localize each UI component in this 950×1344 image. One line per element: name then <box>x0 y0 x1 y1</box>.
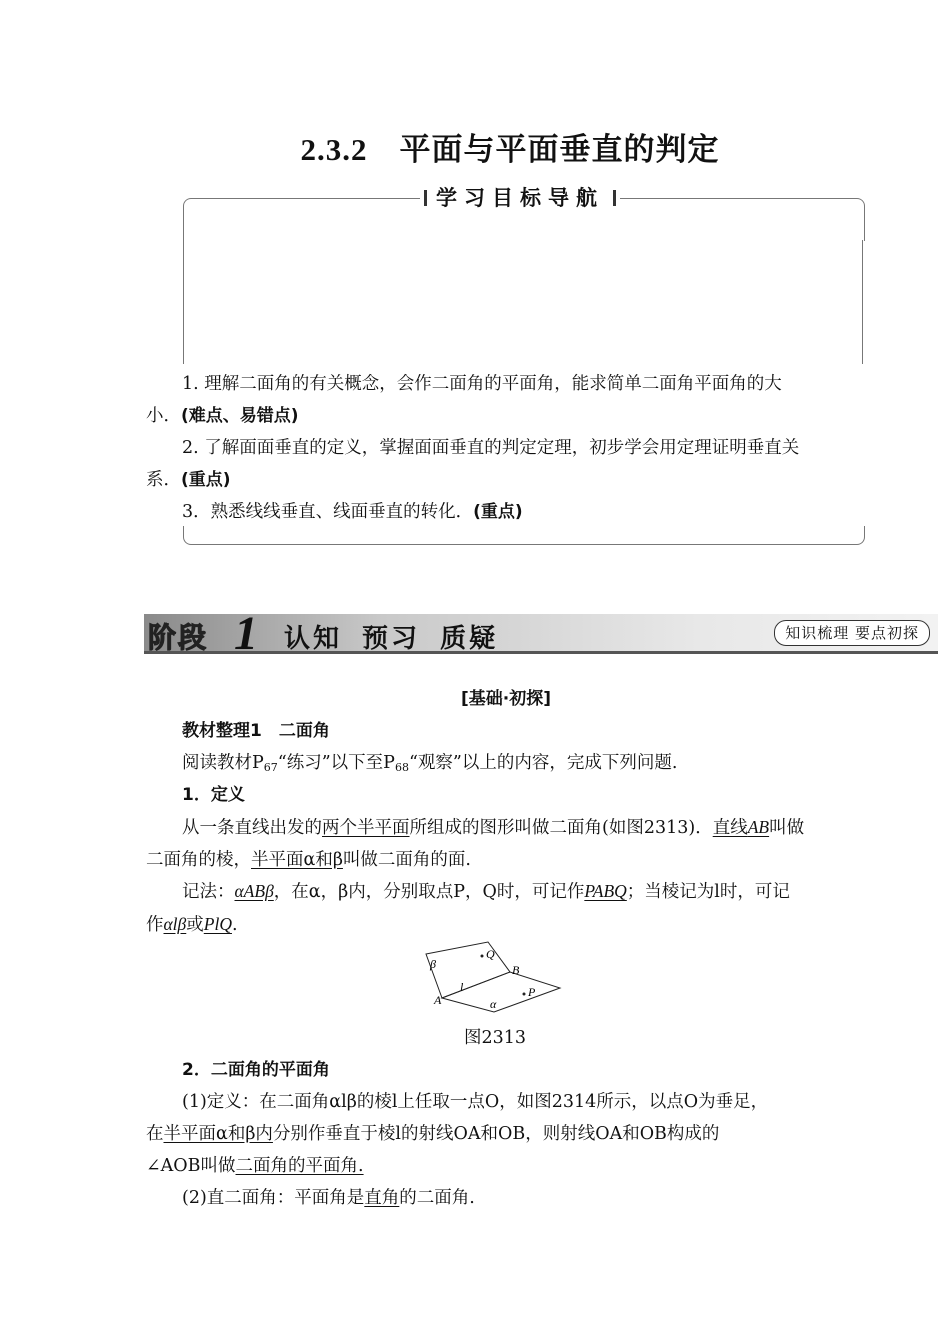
figure-caption: 图2313 <box>463 1028 527 1048</box>
right-dihedral-definition: (2)直二面角：平面角是直角的二面角. <box>182 1188 475 1208</box>
stage-tag: 知识梳理 要点初探 <box>774 620 930 646</box>
banner-underline <box>144 651 938 654</box>
goals-box-left <box>183 240 184 364</box>
point-q <box>481 955 484 958</box>
section-number: 2.3.2 <box>300 132 368 167</box>
reading-note: 阅读教材$P_{67}“$练习”以下至$P_{68}“$观察”以上的内容，完成下列问题. <box>182 753 678 774</box>
goals-box-label: 学习目标导航 <box>420 183 620 213</box>
plane-angle-definition: (1)定义：在二面角αlβ的棱l上任取一点O，如图2314所示，以点O为垂足， 在半平面α和β内分别作垂直于棱l的射线OA和OB，则射线OA和OB构成的 ∠AOB叫做二面角的平面角. <box>146 1092 769 1176</box>
label-q: Q <box>486 947 495 961</box>
material-title: 教材整理1 二面角 <box>182 721 330 741</box>
page-title <box>0 124 950 169</box>
label-a: A <box>434 993 442 1007</box>
label-p: P <box>528 985 536 999</box>
plane-angle-heading: 2．二面角的平面角 <box>182 1060 330 1080</box>
stage-banner <box>144 607 938 660</box>
notation-paragraph: 记法：αABβ，在α，β内，分别取点P，Q时，可记作PABQ；当棱记为l时，可记 作αlβ或PlQ. <box>146 881 790 935</box>
label-l: l <box>460 980 464 994</box>
goal-item-3: 3．熟悉线线垂直、线面垂直的转化．(重点) <box>182 502 523 522</box>
definition-paragraph: 从一条直线出发的两个半平面所组成的图形叫做二面角(如图2313)．直线AB叫做二面角的棱，半平面α和β叫做二面角的面. <box>146 817 805 870</box>
goal-tag: (重点) <box>473 502 523 522</box>
point-p <box>523 993 526 996</box>
definition-heading: 1．定义 <box>182 785 245 805</box>
label-alpha: α <box>490 997 497 1011</box>
label-b: B <box>512 963 520 977</box>
label-beta: β <box>430 957 436 971</box>
section-title: 平面与平面垂直的判定 <box>399 132 720 168</box>
sub-header: [基础·初探] <box>461 689 551 709</box>
stage-title: 认知 预习 质疑 <box>284 624 499 654</box>
plane-beta <box>426 942 510 998</box>
stage-number: 1 <box>234 607 258 660</box>
goal-tag: (难点、易错点) <box>181 406 299 426</box>
goals-box-bottom <box>183 526 865 545</box>
goal-item-1: 1. 理解二面角的有关概念，会作二面角的平面角，能求简单二面角平面角的大小．(难点、易错点) <box>146 374 782 426</box>
stage-word: 阶段 <box>148 621 209 654</box>
goal-tag: (重点) <box>181 470 231 490</box>
goal-item-2: 2. 了解面面垂直的定义，掌握面面垂直的判定定理，初步学会用定理证明垂直关系．(重点) <box>146 438 800 490</box>
goals-box-right <box>862 240 863 364</box>
dihedral-angle-figure <box>420 940 570 1016</box>
